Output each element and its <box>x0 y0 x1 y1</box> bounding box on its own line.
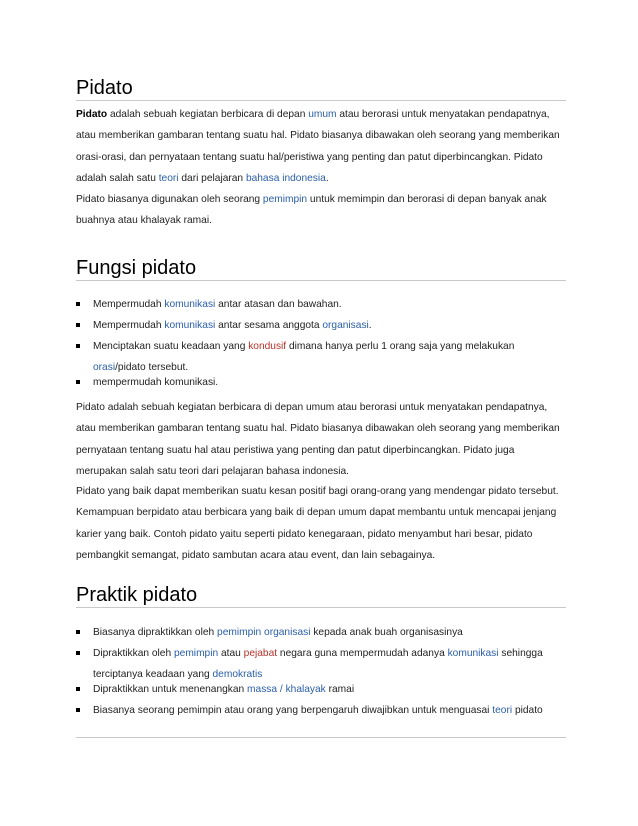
text: Biasanya dipraktikkan oleh <box>93 627 218 638</box>
link-pemimpin[interactable]: pemimpin <box>217 627 262 638</box>
text: Menciptakan suatu keadaan yang <box>93 341 249 352</box>
link-demokratis[interactable]: demokratis <box>212 669 263 681</box>
text: / <box>277 684 286 695</box>
text: /pidato tersebut. <box>115 362 189 374</box>
paragraph-intro <box>76 104 566 189</box>
bullet-icon <box>76 708 80 712</box>
bullet-icon <box>76 344 80 348</box>
text: dimana hanya perlu 1 orang saja yang melakukan <box>286 341 515 352</box>
bullet-icon <box>76 687 80 691</box>
link-bahasa-indonesia[interactable]: bahasa indonesia <box>245 172 326 184</box>
text: kepada anak buah organisasinya <box>310 627 463 638</box>
heading-praktik-pidato: Praktik pidato <box>76 584 198 606</box>
link-umum[interactable]: umum <box>308 109 337 120</box>
bold-term: Pidato <box>76 109 108 120</box>
text: . <box>325 172 329 184</box>
link-komunikasi[interactable]: komunikasi <box>164 299 216 310</box>
link-komunikasi[interactable]: komunikasi <box>164 320 216 331</box>
link-pemimpin[interactable]: pemimpin <box>262 194 308 205</box>
text: mempermudah komunikasi. <box>93 377 219 388</box>
text: pidato <box>512 705 543 716</box>
text: Dipraktikkan oleh <box>93 648 174 659</box>
heading-divider <box>76 607 566 608</box>
text: Dipraktikkan untuk menenangkan <box>93 684 248 695</box>
text: antar sesama anggota <box>215 320 323 331</box>
paragraph-usage <box>76 189 566 232</box>
link-organisasi[interactable]: organisasi <box>264 627 311 638</box>
link-massa[interactable]: massa <box>247 684 278 695</box>
heading-divider <box>76 100 566 101</box>
link-pemimpin[interactable]: pemimpin <box>173 648 219 659</box>
link-khalayak[interactable]: khalayak <box>285 684 326 695</box>
link-komunikasi[interactable]: komunikasi <box>447 648 499 659</box>
text: adalah sebuah kegiatan berbicara di depan <box>107 109 309 120</box>
text: Pidato biasanya digunakan oleh seorang <box>76 194 263 205</box>
link-orasi[interactable]: orasi <box>93 362 116 374</box>
link-teori[interactable]: teori <box>158 172 179 184</box>
text: untuk memimpin dan berorasi di depan banyak anak buahnya atau khalayak ramai. <box>76 194 547 227</box>
text: dari pelajaran <box>178 172 246 184</box>
paragraph-good-speech: Pidato yang baik dapat memberikan suatu kesan positif bagi orang-orang yang mendengar pidato tersebut. Kemampuan berpidato atau berbicara yang baik di depan umum dapat membantu untuk mencapai jenjang karier yang baik. Contoh pidato yaitu seperti pidato kenegaraan, pidato menyambut hari besar, pidato pembangkit semangat, pidato sambutan acara atau event, dan lain sebagainya. <box>76 486 559 561</box>
text: atau berorasi untuk menyatakan pendapatnya, atau memberikan gambaran tentang suatu hal. Pidato biasanya dibawakan oleh seorang yang memberikan orasi-orasi, dan pernyataan tentang suatu hal/peristiwa yang penting dan patut diperbincangkan. Pidato adalah salah satu <box>76 109 560 184</box>
bullet-icon <box>76 651 80 655</box>
footer-divider <box>76 737 566 738</box>
text: Mempermudah <box>93 320 165 331</box>
heading-pidato: Pidato <box>76 77 133 99</box>
text: sehingga terciptanya keadaan yang <box>93 648 543 681</box>
bullet-icon <box>76 380 80 384</box>
text: Biasanya seorang pemimpin atau orang yang berpengaruh diwajibkan untuk menguasai <box>93 705 493 716</box>
paragraph-definition: Pidato adalah sebuah kegiatan berbicara di depan umum atau berorasi untuk menyatakan pendapatnya, atau memberikan gambaran tentang suatu hal. Pidato biasanya dibawakan oleh seorang yang memberikan pernyataan tentang suatu hal atau peristiwa yang penting dan patut diperbincangkan. Pidato juga merupakan salah satu teori dari pelajaran bahasa indonesia. <box>76 402 560 477</box>
link-kondusif[interactable]: kondusif <box>248 341 287 352</box>
heading-fungsi-pidato: Fungsi pidato <box>76 257 197 279</box>
text: antar atasan dan bawahan. <box>215 299 342 310</box>
text: atau <box>218 648 244 659</box>
text: negara guna mempermudah adanya <box>277 648 448 659</box>
bullet-icon <box>76 323 80 327</box>
link-teori[interactable]: teori <box>492 705 513 716</box>
bullet-icon <box>76 302 80 306</box>
text: Mempermudah <box>93 299 165 310</box>
text: . <box>368 320 372 331</box>
bullet-icon <box>76 630 80 634</box>
text: ramai <box>325 684 355 695</box>
link-organisasi[interactable]: organisasi <box>322 320 369 331</box>
heading-divider <box>76 280 566 281</box>
link-pejabat[interactable]: pejabat <box>243 648 278 659</box>
